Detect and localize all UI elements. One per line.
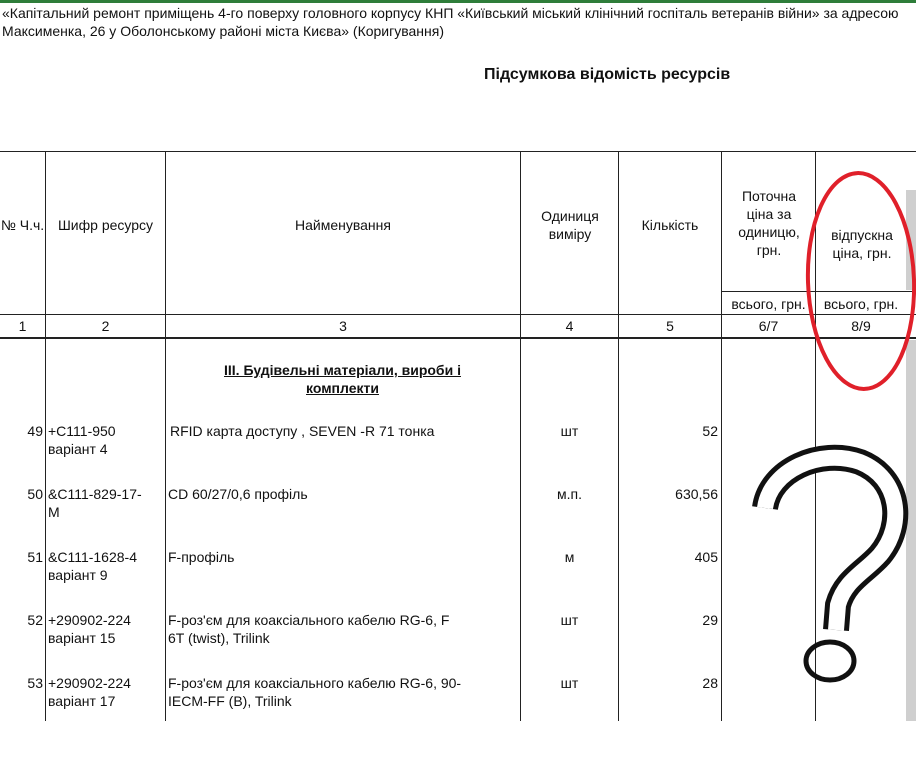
row-unit: шт <box>560 423 579 439</box>
row-qty: 28 <box>702 675 718 691</box>
row-num: 51 <box>27 549 43 565</box>
section-title: ІІІ. Будівельні матеріали, вироби і комплекти <box>224 362 461 396</box>
row-name: F-роз'єм для коаксіального кабелю RG-6, F 6T (twist), Trilink <box>168 612 450 646</box>
col-number-2: 2 <box>101 318 110 334</box>
header-unit: Одиниця виміру <box>541 208 599 242</box>
row-name: F-профіль <box>168 549 235 565</box>
header-total-release: всього, грн. <box>823 296 899 312</box>
row-qty: 29 <box>702 612 718 628</box>
header-total-current: всього, грн. <box>731 296 806 312</box>
row-unit: шт <box>560 612 579 628</box>
row-qty: 630,56 <box>675 486 718 502</box>
header-release-price: відпускна ціна, грн. <box>831 227 893 261</box>
document-heading-line2: Максименка, 26 у Оболонському районі міста Києва» (Коригування) <box>2 23 444 39</box>
document-title: Підсумкова відомість ресурсів <box>484 66 731 83</box>
row-unit: м.п. <box>557 486 582 502</box>
row-qty: 405 <box>694 549 718 565</box>
row-num: 50 <box>27 486 43 502</box>
question-mark-icon <box>765 458 895 680</box>
header-price: Поточна ціна за одиницю, грн. <box>738 188 800 258</box>
col-number-5: 5 <box>666 318 674 334</box>
row-name: F-роз'єм для коаксіального кабелю RG-6, 90-IECM-FF (B), Trilink <box>168 675 462 709</box>
row-qty: 52 <box>702 423 718 439</box>
header-num: № Ч.ч. <box>0 217 45 233</box>
row-num: 49 <box>27 423 43 439</box>
row-code: &С111-1628-4 варіант 9 <box>48 549 137 583</box>
row-code: +С111-950 варіант 4 <box>48 423 116 457</box>
row-code: +290902-224 варіант 17 <box>48 675 131 709</box>
col-number-4: 4 <box>565 318 574 334</box>
col-number-8-9: 8/9 <box>851 318 871 334</box>
header-code: Шифр ресурсу <box>57 217 154 233</box>
row-name: CD 60/27/0,6 профіль <box>168 486 308 502</box>
header-qty: Кількість <box>641 217 699 233</box>
highlight-ellipse <box>804 171 916 391</box>
row-code: &С111-829-17-М <box>48 486 142 520</box>
row-name: RFID карта доступу , SEVEN -R 71 тонка <box>170 423 435 439</box>
header-name: Найменування <box>295 217 391 233</box>
col-number-3: 3 <box>339 318 347 334</box>
row-code: +290902-224 варіант 15 <box>48 612 131 646</box>
row-num: 53 <box>27 675 43 691</box>
row-unit: м <box>564 549 575 565</box>
row-unit: шт <box>560 675 579 691</box>
document-heading-line1: «Капітальний ремонт приміщень 4-го поверху головного корпусу КНП «Київський міський клінічний госпіталь ветеранів війни» за адресою <box>2 5 899 21</box>
col-number-1: 1 <box>18 318 27 334</box>
row-num: 52 <box>27 612 43 628</box>
col-number-6-7: 6/7 <box>758 318 779 334</box>
